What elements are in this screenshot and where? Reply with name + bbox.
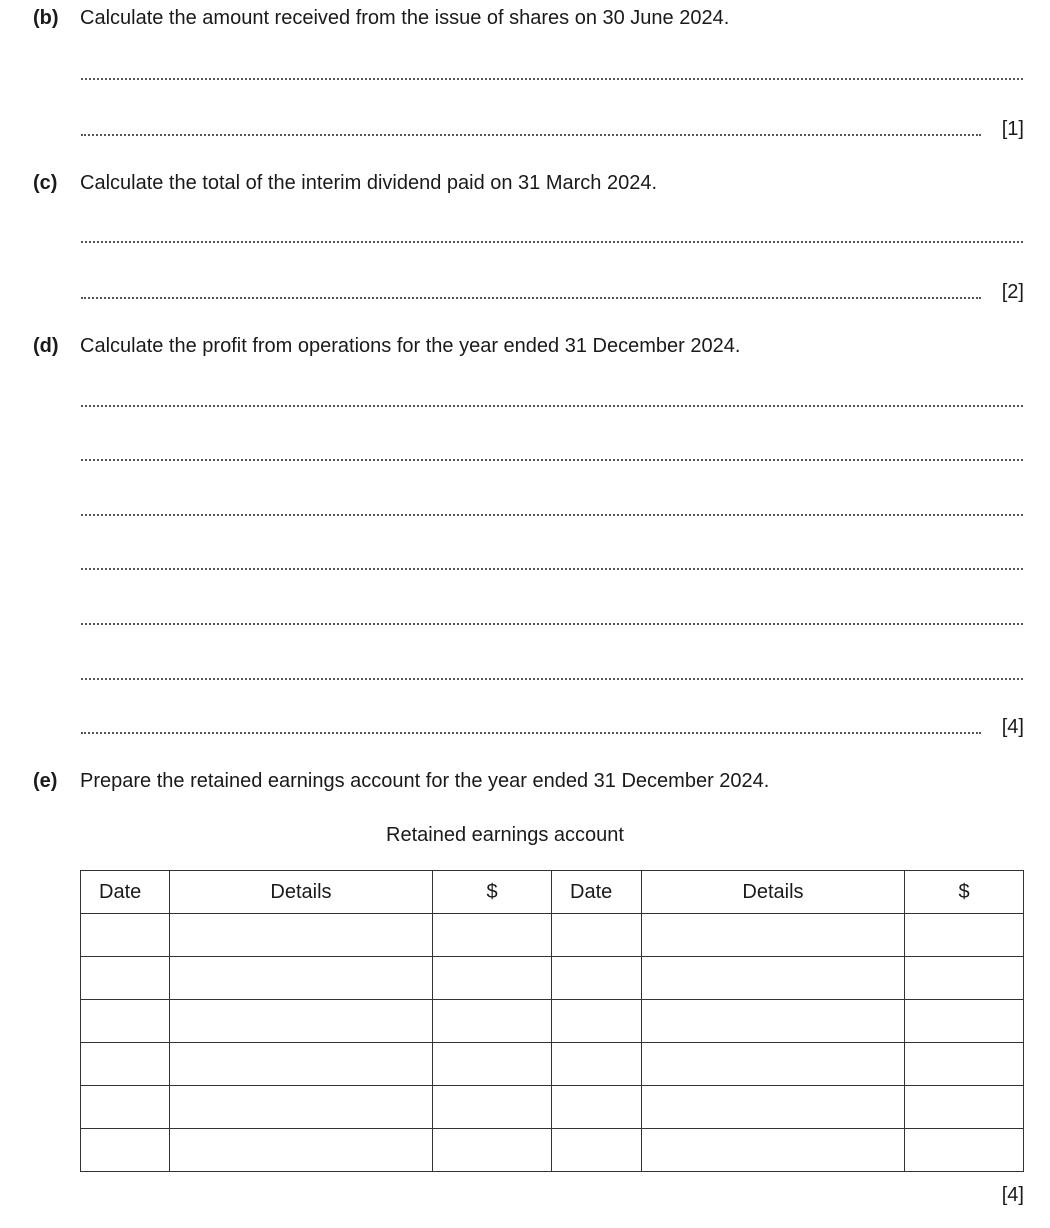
table-row (81, 1086, 1024, 1129)
question-d-mark: [4] (1001, 716, 1024, 738)
table-cell[interactable] (433, 957, 552, 1000)
table-cell[interactable] (170, 1129, 433, 1172)
table-cell[interactable] (552, 957, 642, 1000)
table-cell[interactable] (642, 1000, 905, 1043)
table-cell[interactable] (905, 1000, 1024, 1043)
table-cell[interactable] (552, 1086, 642, 1129)
table-cell[interactable] (81, 957, 170, 1000)
question-b-text: Calculate the amount received from the issue of shares on 30 June 2024. (80, 7, 730, 29)
question-e-label: (e) (33, 770, 58, 792)
retained-earnings-table (80, 870, 1024, 1172)
answer-line[interactable] (81, 732, 981, 734)
table-cell[interactable] (433, 1043, 552, 1086)
answer-line[interactable] (81, 297, 981, 299)
question-e-text: Prepare the retained earnings account for the year ended 31 December 2024. (80, 770, 770, 792)
question-d-text: Calculate the profit from operations for the year ended 31 December 2024. (80, 335, 741, 357)
header-date-debit: Date (81, 871, 170, 914)
table-cell[interactable] (170, 1043, 433, 1086)
table-cell[interactable] (81, 914, 170, 957)
answer-line[interactable] (81, 568, 1023, 570)
table-cell[interactable] (905, 914, 1024, 957)
table-row (81, 914, 1024, 957)
table-cell[interactable] (433, 1086, 552, 1129)
question-d-label: (d) (33, 335, 59, 357)
answer-line[interactable] (81, 459, 1023, 461)
header-date-credit: Date (552, 871, 642, 914)
header-amount-credit: $ (905, 871, 1024, 914)
table-cell[interactable] (905, 1086, 1024, 1129)
table-cell[interactable] (905, 1129, 1024, 1172)
table-cell[interactable] (552, 914, 642, 957)
answer-line[interactable] (81, 241, 1023, 243)
table-row (81, 1129, 1024, 1172)
table-cell[interactable] (642, 1129, 905, 1172)
question-c-mark: [2] (1001, 281, 1024, 303)
table-cell[interactable] (552, 1043, 642, 1086)
answer-line[interactable] (81, 678, 1023, 680)
table-cell[interactable] (433, 1000, 552, 1043)
header-amount-debit: $ (433, 871, 552, 914)
table-cell[interactable] (81, 1129, 170, 1172)
table-cell[interactable] (170, 1086, 433, 1129)
table-row (81, 1000, 1024, 1043)
header-details-debit: Details (170, 871, 433, 914)
question-c-label: (c) (33, 172, 58, 194)
table-cell[interactable] (642, 1043, 905, 1086)
table-cell[interactable] (642, 957, 905, 1000)
table-cell[interactable] (552, 1129, 642, 1172)
answer-line[interactable] (81, 623, 1023, 625)
table-cell[interactable] (433, 1129, 552, 1172)
header-details-credit: Details (642, 871, 905, 914)
table-cell[interactable] (433, 914, 552, 957)
table-row (81, 957, 1024, 1000)
table-cell[interactable] (170, 914, 433, 957)
answer-line[interactable] (81, 405, 1023, 407)
question-e-mark: [4] (1001, 1184, 1024, 1206)
table-cell[interactable] (642, 914, 905, 957)
table-cell[interactable] (552, 1000, 642, 1043)
table-cell[interactable] (905, 957, 1024, 1000)
question-b-label: (b) (33, 7, 59, 29)
answer-line[interactable] (81, 514, 1023, 516)
table-header-row (81, 871, 1024, 914)
answer-line[interactable] (81, 134, 981, 136)
table-row (81, 1043, 1024, 1086)
question-c-text: Calculate the total of the interim dividend paid on 31 March 2024. (80, 172, 658, 194)
table-cell[interactable] (81, 1086, 170, 1129)
table-cell[interactable] (81, 1000, 170, 1043)
answer-line[interactable] (81, 78, 1023, 80)
table-cell[interactable] (170, 957, 433, 1000)
table-cell[interactable] (81, 1043, 170, 1086)
table-cell[interactable] (642, 1086, 905, 1129)
question-b-mark: [1] (1001, 118, 1024, 140)
table-cell[interactable] (905, 1043, 1024, 1086)
table-cell[interactable] (170, 1000, 433, 1043)
table-title: Retained earnings account (386, 824, 624, 846)
